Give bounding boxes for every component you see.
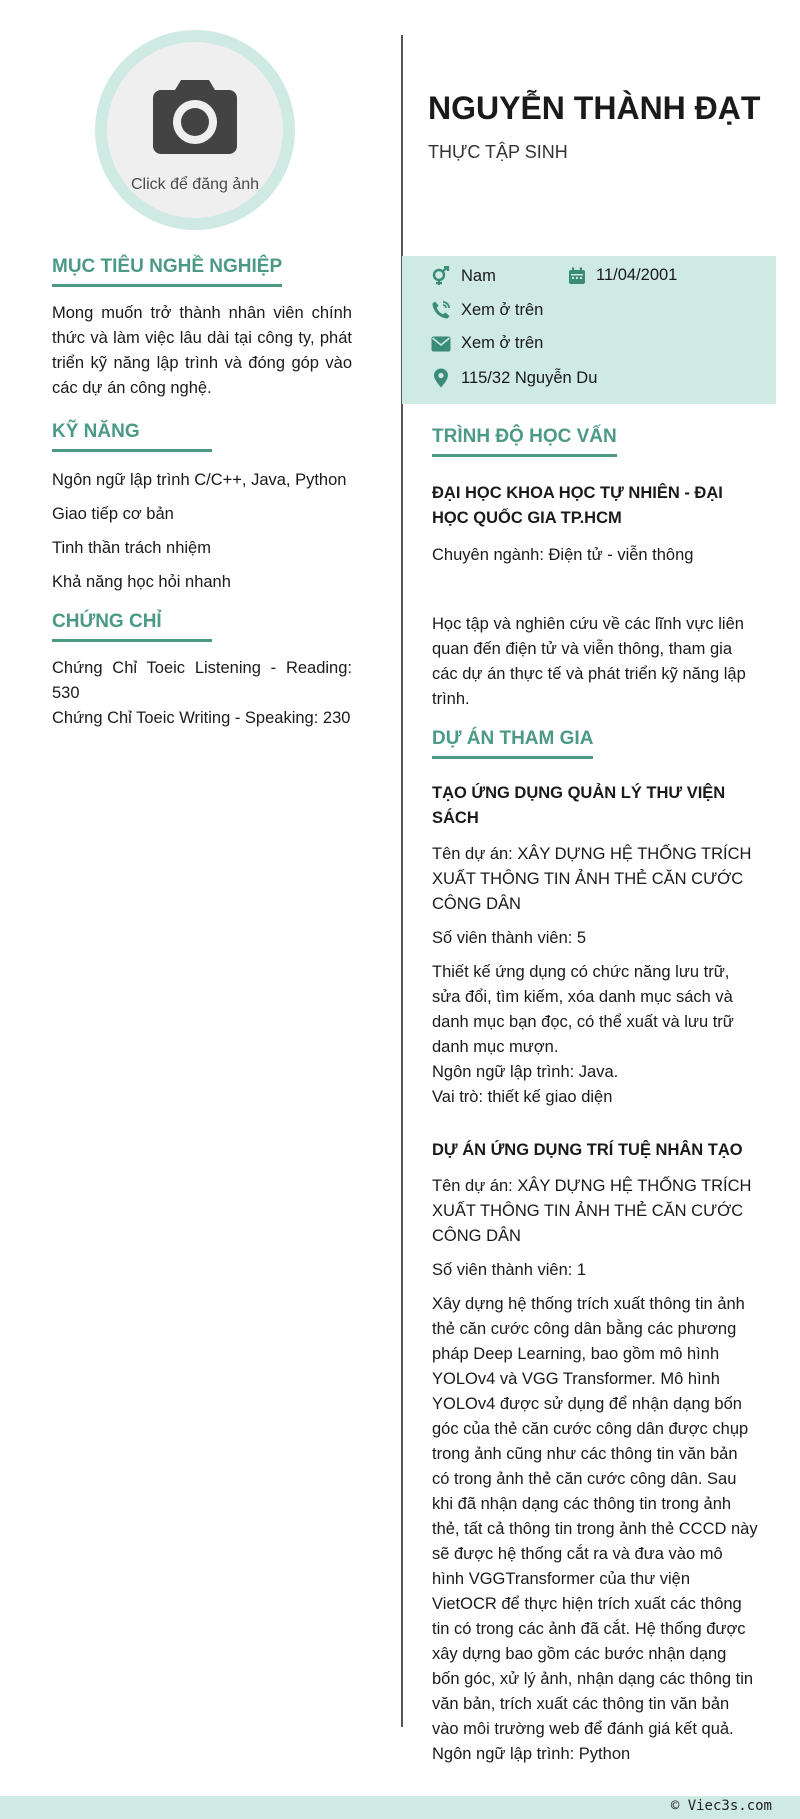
skill-item: Khả năng học hỏi nhanh — [52, 573, 231, 591]
mail-icon — [431, 336, 451, 352]
project-heading: TẠO ỨNG DỤNG QUẢN LÝ THƯ VIỆN SÁCH — [432, 784, 726, 827]
certificate-item: Chứng Chỉ Toeic Listening - Reading: 530 — [52, 659, 352, 702]
location-pin-icon — [433, 368, 449, 388]
certificate-item: Chứng Chỉ Toeic Writing - Speaking: 230 — [52, 709, 351, 727]
address-value: 115/32 Nguyễn Du — [461, 368, 598, 387]
candidate-name: NGUYỄN THÀNH ĐẠT — [428, 90, 761, 126]
project-description: Thiết kế ứng dụng có chức năng lưu trữ, sửa đổi, tìm kiếm, xóa danh mục sách và danh mục bạn đọc, có thể xuất và lưu trữ danh mục mượn. — [432, 963, 734, 1056]
project-role: Vai trò: thiết kế giao diện — [432, 1088, 613, 1106]
education-section — [432, 426, 758, 712]
gender-value: Nam — [461, 266, 496, 285]
gender-icon — [431, 266, 451, 286]
birthday-row — [568, 266, 677, 285]
email-value: Xem ở trên — [461, 334, 544, 352]
project-language: Ngôn ngữ lập trình: Python — [432, 1745, 631, 1763]
footer — [0, 1796, 800, 1819]
camera-icon — [153, 78, 237, 156]
projects-section — [432, 728, 758, 1767]
objective-section — [52, 256, 352, 401]
phone-value: Xem ở trên — [461, 300, 544, 319]
phone-icon — [431, 300, 451, 320]
skills-title: KỸ NĂNG — [52, 421, 212, 452]
candidate-role: THỰC TẬP SINH — [428, 142, 568, 162]
project-members: Số viên thành viên: 1 — [432, 1261, 587, 1279]
education-title: TRÌNH ĐỘ HỌC VẤN — [432, 426, 617, 457]
contact-panel — [402, 256, 776, 404]
calendar-icon — [568, 267, 586, 285]
skills-section — [52, 421, 352, 604]
objective-text: Mong muốn trở thành nhân viên chính thức và làm việc lâu dài tại công ty, phát triển kỹ năng lập trình và đóng góp vào các dự án công nghệ. — [52, 304, 352, 397]
address-row — [433, 368, 597, 388]
objective-title: MỤC TIÊU NGHỀ NGHIỆP — [52, 256, 282, 287]
project-item — [432, 1138, 758, 1767]
education-description: Học tập và nghiên cứu về các lĩnh vực liên quan đến điện tử và viễn thông, tham gia các dự án thực tế và phát triển kỹ năng lập trình. — [432, 615, 746, 708]
project-heading: DỰ ÁN ỨNG DỤNG TRÍ TUỆ NHÂN TẠO — [432, 1141, 743, 1159]
gender-row — [431, 266, 496, 286]
footer-credit: © Viec3s.com — [670, 1798, 772, 1814]
education-major: Chuyên ngành: Điện tử - viễn thông — [432, 546, 694, 564]
project-name: Tên dự án: XÂY DỰNG HỆ THỐNG TRÍCH XUẤT THÔNG TIN ẢNH THẺ CĂN CƯỚC CÔNG DÂN — [432, 1177, 752, 1245]
project-item — [432, 781, 758, 1110]
birthday-value: 11/04/2001 — [596, 266, 678, 284]
education-school: ĐẠI HỌC KHOA HỌC TỰ NHIÊN - ĐẠI HỌC QUỐC GIA TP.HCM — [432, 484, 723, 527]
email-row — [431, 334, 543, 353]
project-language: Ngôn ngữ lập trình: Java. — [432, 1063, 619, 1081]
project-name: Tên dự án: XÂY DỰNG HỆ THỐNG TRÍCH XUẤT THÔNG TIN ẢNH THẺ CĂN CƯỚC CÔNG DÂN — [432, 845, 752, 913]
skill-item: Tinh thần trách nhiệm — [52, 539, 211, 557]
skill-item: Ngôn ngữ lập trình C/C++, Java, Python — [52, 471, 347, 489]
skill-item: Giao tiếp cơ bản — [52, 505, 174, 523]
project-description: Xây dựng hệ thống trích xuất thông tin ảnh thẻ căn cước công dân bằng các phương pháp Deep Learning, bao gồm mô hình YOLOv4 và VGG Transformer. Mô hình YOLOv4 được sử dụng để nhận dạng bốn góc của thẻ căn cước công dân được chụp trong ảnh cũng như các thông tin văn bản có trong ảnh thẻ căn cước công dân. Sau khi đã nhận dạng các thông tin trong ảnh thẻ, tất cả thông tin trong ảnh thẻ CCCD này sẽ được hệ thống cắt ra và đưa vào mô hình VGGTransformer của thư viện VietOCR để thực hiện trích xuất các thông tin có trong các ảnh đã cắt. Hệ thống được xây dựng bao gồm các bước nhận dạng bốn góc, xử lý ảnh, nhận dạng các thông tin văn bản, trích xuất các thông tin văn bản vào môi trường web để đánh giá kết quả. — [432, 1295, 758, 1738]
phone-row — [431, 300, 543, 320]
avatar-placeholder[interactable] — [107, 42, 283, 218]
avatar[interactable] — [95, 30, 295, 230]
projects-title: DỰ ÁN THAM GIA — [432, 728, 593, 759]
certificates-title: CHỨNG CHỈ — [52, 611, 212, 642]
avatar-caption[interactable]: Click để đăng ảnh — [130, 176, 260, 193]
project-members: Số viên thành viên: 5 — [432, 929, 587, 947]
certificates-section — [52, 611, 352, 731]
